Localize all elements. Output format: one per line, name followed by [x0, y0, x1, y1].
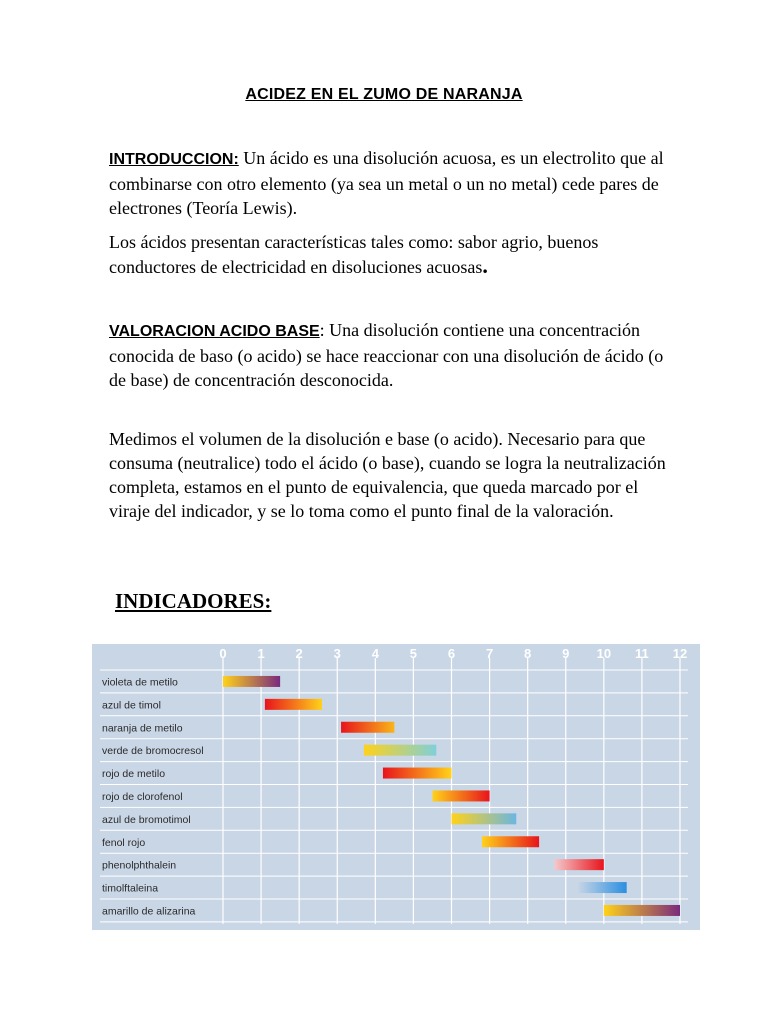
acid-features-paragraph — [109, 230, 669, 279]
row-label-10: amarillo de alizarina — [102, 905, 196, 918]
intro-heading: INTRODUCCION: — [109, 151, 239, 168]
x-tick-4: 4 — [371, 646, 379, 661]
indicator-chart — [92, 644, 700, 930]
row-label-6: azul de bromotimol — [102, 813, 191, 826]
range-bar-9 — [577, 882, 627, 893]
x-tick-1: 1 — [257, 646, 265, 661]
medimos-paragraph: Medimos el volumen de la disolución e base (o acido). Necesario para que consuma (neutralice) todo el ácido (o base), cuando se logra la neutralización completa, estamos en el punto de equivalencia, que queda marcado por el viraje del indicador, y se lo toma como el punto final de la valoración. — [109, 429, 666, 521]
acid-features-period: . — [482, 253, 488, 278]
x-tick-5: 5 — [409, 646, 418, 661]
range-bar-6 — [452, 813, 517, 824]
row-label-4: rojo de metilo — [102, 768, 166, 781]
range-bar-8 — [554, 859, 604, 870]
range-bar-1 — [265, 699, 322, 710]
indicator-chart-svg — [92, 644, 700, 930]
range-bar-5 — [432, 790, 489, 801]
acid-features-text: Los ácidos presentan características tales como: sabor agrio, buenos conductores de electricidad en disoluciones acuosas — [109, 232, 599, 277]
indicadores-heading: INDICADORES: — [115, 589, 272, 613]
range-bar-0 — [223, 676, 280, 687]
range-bar-10 — [604, 905, 680, 916]
x-tick-10: 10 — [596, 646, 612, 661]
valoracion-text: : Una disolución contiene una concentración conocida de baso (o acido) se hace reaccionar con una disolución de ácido (o de base) de concentración desconocida. — [109, 320, 664, 390]
intro-text: Un ácido es una disolución acuosa, es un electrolito que al combinarse con otro elemento (ya sea un metal o un no metal) cede pares de electrones (Teoría Lewis). — [109, 148, 664, 218]
x-tick-12: 12 — [672, 646, 688, 661]
valoracion-paragraph — [109, 318, 669, 392]
row-label-5: rojo de clorofenol — [102, 790, 183, 803]
range-bar-3 — [364, 745, 436, 756]
range-bar-4 — [383, 768, 452, 779]
row-label-1: azul de timol — [102, 699, 161, 712]
x-tick-0: 0 — [219, 646, 227, 661]
document-title: ACIDEZ EN EL ZUMO DE NARANJA — [245, 86, 523, 103]
x-tick-2: 2 — [295, 646, 303, 661]
row-label-9: timolftaleina — [102, 882, 159, 895]
x-tick-7: 7 — [485, 646, 494, 661]
x-tick-6: 6 — [447, 646, 456, 661]
x-tick-3: 3 — [333, 646, 341, 661]
range-bar-2 — [341, 722, 394, 733]
valoracion-heading: VALORACION ACIDO BASE — [109, 323, 320, 340]
x-tick-8: 8 — [524, 646, 532, 661]
row-label-2: naranja de metilo — [102, 722, 183, 735]
intro-paragraph — [109, 146, 669, 220]
row-label-8: phenolphthalein — [102, 859, 177, 872]
row-label-7: fenol rojo — [102, 836, 146, 849]
row-label-0: violeta de metilo — [102, 676, 178, 689]
x-tick-9: 9 — [562, 646, 570, 661]
x-tick-11: 11 — [635, 646, 649, 661]
range-bar-7 — [482, 836, 539, 847]
row-label-3: verde de bromocresol — [102, 745, 204, 758]
